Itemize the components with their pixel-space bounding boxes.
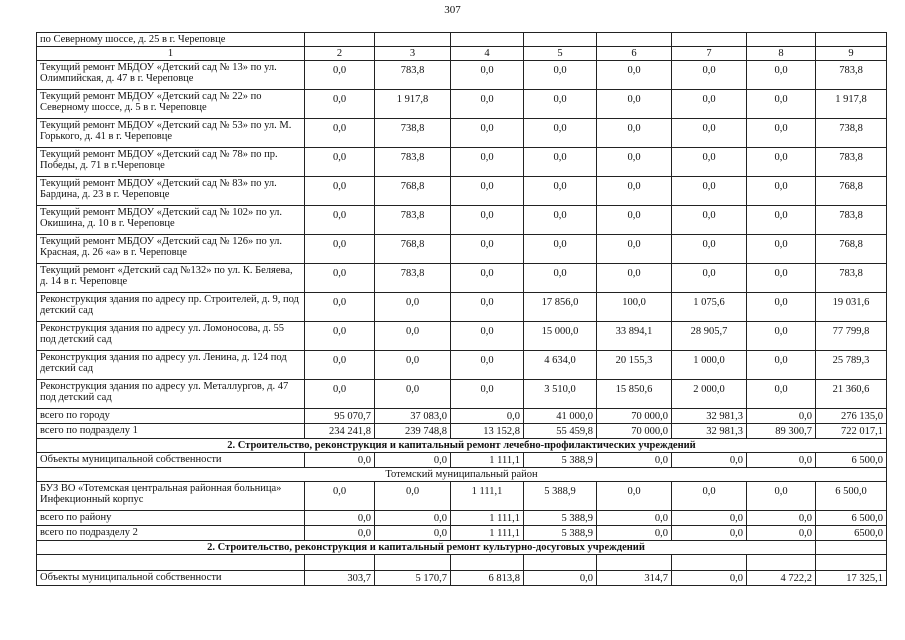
district-title-row (37, 468, 887, 482)
value-cell: 0,0 (747, 482, 816, 511)
empty-cell (37, 555, 305, 571)
value-cell: 0,0 (375, 380, 451, 409)
value-cell: 0,0 (305, 90, 375, 119)
empty-cell (747, 555, 816, 571)
value-cell: 0,0 (672, 61, 747, 90)
value-cell: 3 510,0 (524, 380, 597, 409)
spacer-row (37, 555, 887, 571)
table-row (37, 424, 887, 439)
value-cell: 0,0 (451, 206, 524, 235)
table-row (37, 206, 887, 235)
value-cell: 4 722,2 (747, 571, 816, 586)
value-cell: 0,0 (672, 90, 747, 119)
value-cell: 1 917,8 (816, 90, 887, 119)
value-cell: 0,0 (305, 119, 375, 148)
value-cell: 4 634,0 (524, 351, 597, 380)
value-cell: 1 917,8 (375, 90, 451, 119)
value-cell: 95 070,7 (305, 409, 375, 424)
value-cell: 0,0 (747, 119, 816, 148)
table-row (37, 511, 887, 526)
row-name: БУЗ ВО «Тотемская центральная районная больница» Инфекционный корпус (37, 482, 305, 511)
value-cell: 0,0 (305, 511, 375, 526)
value-cell: 0,0 (597, 264, 672, 293)
value-cell: 17 325,1 (816, 571, 887, 586)
row-name: Реконструкция здания по адресу ул. Ленина, д. 124 под детский сад (37, 351, 305, 380)
value-cell: 0,0 (451, 409, 524, 424)
row-name: Текущий ремонт МБДОУ «Детский сад № 13» по ул. Олимпийская, д. 47 в г. Череповце (37, 61, 305, 90)
section-title-row (37, 439, 887, 453)
value-cell: 0,0 (747, 453, 816, 468)
table-row (37, 90, 887, 119)
table-row (37, 380, 887, 409)
value-cell: 100,0 (597, 293, 672, 322)
table-row (37, 61, 887, 90)
column-number: 2 (305, 47, 375, 61)
row-name: Текущий ремонт МБДОУ «Детский сад № 102» по ул. Окишина, д. 10 в г. Череповце (37, 206, 305, 235)
column-number: 6 (597, 47, 672, 61)
value-cell: 0,0 (524, 61, 597, 90)
row-name: Реконструкция здания по адресу ул. Металлургов, д. 47 под детский сад (37, 380, 305, 409)
table-row (37, 177, 887, 206)
value-cell: 303,7 (305, 571, 375, 586)
value-cell: 0,0 (597, 206, 672, 235)
value-cell: 0,0 (451, 264, 524, 293)
value-cell: 1 111,1 (451, 453, 524, 468)
value-cell: 0,0 (451, 235, 524, 264)
value-cell: 0,0 (672, 177, 747, 206)
value-cell: 15 000,0 (524, 322, 597, 351)
value-cell: 32 981,3 (672, 409, 747, 424)
value-cell: 0,0 (672, 526, 747, 541)
table-row (37, 409, 887, 424)
row-name: всего по подразделу 1 (37, 424, 305, 439)
value-cell: 0,0 (305, 264, 375, 293)
value-cell: 768,8 (816, 235, 887, 264)
row-name: Реконструкция здания по адресу ул. Ломоносова, д. 55 под детский сад (37, 322, 305, 351)
row-name: Текущий ремонт МБДОУ «Детский сад № 83» по ул. Бардина, д. 23 в г. Череповце (37, 177, 305, 206)
value-cell: 0,0 (305, 235, 375, 264)
empty-cell (305, 555, 375, 571)
column-number: 7 (672, 47, 747, 61)
value-cell: 5 170,7 (375, 571, 451, 586)
table-row (37, 119, 887, 148)
value-cell: 0,0 (597, 119, 672, 148)
value-cell: 0,0 (747, 293, 816, 322)
row-name: всего по городу (37, 409, 305, 424)
column-number: 8 (747, 47, 816, 61)
empty-cell (816, 555, 887, 571)
value-cell: 0,0 (524, 119, 597, 148)
district-title: Тотемский муниципальный район (37, 468, 887, 482)
value-cell: 0,0 (451, 380, 524, 409)
table-row (37, 571, 887, 586)
value-cell: 0,0 (597, 526, 672, 541)
value-cell: 783,8 (816, 206, 887, 235)
value-cell: 5 388,9 (524, 453, 597, 468)
value-cell: 0,0 (524, 264, 597, 293)
column-number: 9 (816, 47, 887, 61)
value-cell: 0,0 (672, 235, 747, 264)
value-cell: 5 388,9 (524, 526, 597, 541)
value-cell: 722 017,1 (816, 424, 887, 439)
row-name: Объекты муниципальной собственности (37, 571, 305, 586)
table-row (37, 235, 887, 264)
carry-over-row (37, 33, 887, 47)
value-cell: 70 000,0 (597, 424, 672, 439)
value-cell: 0,0 (747, 322, 816, 351)
value-cell: 0,0 (375, 453, 451, 468)
value-cell: 6500,0 (816, 526, 887, 541)
value-cell: 2 000,0 (672, 380, 747, 409)
table-row (37, 526, 887, 541)
value-cell: 783,8 (816, 61, 887, 90)
value-cell: 0,0 (451, 119, 524, 148)
page-number: 307 (444, 4, 461, 16)
value-cell: 0,0 (305, 453, 375, 468)
column-number-row (37, 47, 887, 61)
value-cell: 0,0 (305, 293, 375, 322)
value-cell: 0,0 (747, 409, 816, 424)
value-cell: 0,0 (451, 90, 524, 119)
empty-cell (672, 555, 747, 571)
value-cell: 0,0 (451, 322, 524, 351)
column-number: 5 (524, 47, 597, 61)
value-cell: 239 748,8 (375, 424, 451, 439)
table-row (37, 453, 887, 468)
value-cell: 0,0 (597, 148, 672, 177)
value-cell: 0,0 (305, 482, 375, 511)
section-title-row (37, 541, 887, 555)
section-title: 2. Строительство, реконструкция и капитальный ремонт лечебно-профилактических учреждений (37, 439, 887, 453)
value-cell: 33 894,1 (597, 322, 672, 351)
value-cell: 21 360,6 (816, 380, 887, 409)
value-cell: 234 241,8 (305, 424, 375, 439)
empty-cell (451, 555, 524, 571)
row-name: Текущий ремонт МБДОУ «Детский сад № 78» по пр. Победы, д. 71 в г.Череповце (37, 148, 305, 177)
table-row (37, 293, 887, 322)
value-cell: 738,8 (375, 119, 451, 148)
table-row (37, 322, 887, 351)
row-name: всего по району (37, 511, 305, 526)
value-cell: 0,0 (524, 177, 597, 206)
empty-cell (524, 555, 597, 571)
value-cell: 0,0 (597, 511, 672, 526)
value-cell: 0,0 (375, 293, 451, 322)
value-cell: 28 905,7 (672, 322, 747, 351)
value-cell: 0,0 (747, 90, 816, 119)
table-row (37, 264, 887, 293)
value-cell: 0,0 (747, 61, 816, 90)
value-cell: 0,0 (672, 571, 747, 586)
value-cell: 0,0 (747, 351, 816, 380)
value-cell: 0,0 (375, 526, 451, 541)
value-cell: 6 500,0 (816, 453, 887, 468)
value-cell: 0,0 (375, 511, 451, 526)
value-cell: 20 155,3 (597, 351, 672, 380)
value-cell: 0,0 (672, 453, 747, 468)
empty-cell (375, 555, 451, 571)
value-cell: 768,8 (375, 235, 451, 264)
column-number: 3 (375, 47, 451, 61)
value-cell: 41 000,0 (524, 409, 597, 424)
value-cell: 77 799,8 (816, 322, 887, 351)
value-cell: 70 000,0 (597, 409, 672, 424)
value-cell: 0,0 (451, 148, 524, 177)
value-cell: 25 789,3 (816, 351, 887, 380)
value-cell: 19 031,6 (816, 293, 887, 322)
value-cell: 0,0 (375, 482, 451, 511)
value-cell: 6 813,8 (451, 571, 524, 586)
value-cell: 783,8 (816, 264, 887, 293)
value-cell: 276 135,0 (816, 409, 887, 424)
value-cell: 0,0 (597, 177, 672, 206)
value-cell: 0,0 (672, 264, 747, 293)
value-cell: 6 500,0 (816, 482, 887, 511)
value-cell: 0,0 (524, 206, 597, 235)
value-cell: 0,0 (597, 453, 672, 468)
value-cell: 0,0 (747, 264, 816, 293)
value-cell: 0,0 (747, 235, 816, 264)
value-cell: 6 500,0 (816, 511, 887, 526)
value-cell: 89 300,7 (747, 424, 816, 439)
value-cell: 783,8 (375, 206, 451, 235)
section-title: 2. Строительство, реконструкция и капитальный ремонт культурно-досуговых учреждений (37, 541, 816, 555)
column-number: 4 (451, 47, 524, 61)
value-cell: 0,0 (672, 148, 747, 177)
value-cell: 0,0 (524, 235, 597, 264)
value-cell: 738,8 (816, 119, 887, 148)
value-cell: 1 111,1 (451, 526, 524, 541)
budget-table (36, 32, 887, 586)
value-cell: 0,0 (375, 322, 451, 351)
value-cell: 0,0 (305, 351, 375, 380)
table-row (37, 351, 887, 380)
value-cell: 13 152,8 (451, 424, 524, 439)
value-cell: 1 111,1 (451, 511, 524, 526)
value-cell: 37 083,0 (375, 409, 451, 424)
row-name: всего по подразделу 2 (37, 526, 305, 541)
value-cell: 768,8 (375, 177, 451, 206)
row-name: Текущий ремонт МБДОУ «Детский сад № 126» по ул. Красная, д. 26 «а» в г. Череповце (37, 235, 305, 264)
value-cell: 0,0 (672, 119, 747, 148)
value-cell: 0,0 (375, 351, 451, 380)
value-cell: 0,0 (747, 177, 816, 206)
value-cell: 1 111,1 (451, 482, 524, 511)
value-cell: 0,0 (451, 177, 524, 206)
value-cell: 0,0 (524, 571, 597, 586)
value-cell: 0,0 (305, 61, 375, 90)
value-cell: 0,0 (672, 482, 747, 511)
empty-cell (597, 555, 672, 571)
value-cell: 0,0 (747, 206, 816, 235)
value-cell: 0,0 (672, 511, 747, 526)
row-name: Объекты муниципальной собственности (37, 453, 305, 468)
value-cell: 0,0 (305, 177, 375, 206)
table-row (37, 482, 887, 511)
column-number: 1 (37, 47, 305, 61)
value-cell: 0,0 (305, 148, 375, 177)
table-row (37, 148, 887, 177)
value-cell: 0,0 (597, 235, 672, 264)
value-cell: 0,0 (305, 526, 375, 541)
value-cell: 32 981,3 (672, 424, 747, 439)
value-cell: 5 388,9 (524, 511, 597, 526)
row-name: Реконструкция здания по адресу пр. Строителей, д. 9, под детский сад (37, 293, 305, 322)
value-cell: 0,0 (305, 380, 375, 409)
value-cell: 0,0 (747, 380, 816, 409)
value-cell: 0,0 (451, 351, 524, 380)
value-cell: 0,0 (305, 322, 375, 351)
value-cell: 0,0 (524, 90, 597, 119)
value-cell: 768,8 (816, 177, 887, 206)
value-cell: 0,0 (747, 148, 816, 177)
row-name: Текущий ремонт МБДОУ «Детский сад № 22» по Северному шоссе, д. 5 в г. Череповце (37, 90, 305, 119)
row-name: Текущий ремонт МБДОУ «Детский сад № 53» по ул. М. Горького, д. 41 в г. Череповце (37, 119, 305, 148)
value-cell: 55 459,8 (524, 424, 597, 439)
value-cell: 0,0 (597, 90, 672, 119)
value-cell: 783,8 (816, 148, 887, 177)
value-cell: 783,8 (375, 264, 451, 293)
value-cell: 1 075,6 (672, 293, 747, 322)
value-cell: 0,0 (597, 482, 672, 511)
value-cell: 5 388,9 (524, 482, 597, 511)
value-cell: 783,8 (375, 148, 451, 177)
value-cell: 0,0 (672, 206, 747, 235)
value-cell: 15 850,6 (597, 380, 672, 409)
value-cell: 783,8 (375, 61, 451, 90)
value-cell: 0,0 (747, 511, 816, 526)
value-cell: 0,0 (305, 206, 375, 235)
value-cell: 0,0 (451, 61, 524, 90)
row-name: Текущий ремонт «Детский сад №132» по ул. К. Беляева, д. 14 в г. Череповце (37, 264, 305, 293)
value-cell: 314,7 (597, 571, 672, 586)
empty-cell (816, 541, 887, 555)
value-cell: 0,0 (451, 293, 524, 322)
carry-over-cell: по Северному шоссе, д. 25 в г. Череповце (37, 33, 305, 47)
value-cell: 17 856,0 (524, 293, 597, 322)
value-cell: 0,0 (747, 526, 816, 541)
value-cell: 0,0 (524, 148, 597, 177)
value-cell: 0,0 (597, 61, 672, 90)
value-cell: 1 000,0 (672, 351, 747, 380)
